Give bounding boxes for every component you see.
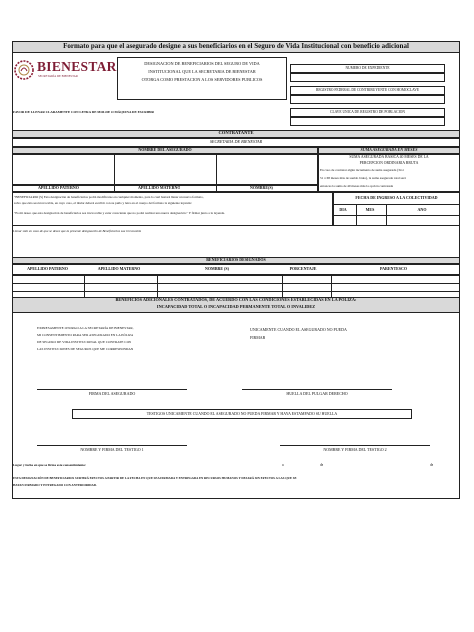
irrevocable-note: Llenar sólo en caso de que se desee que la presente designación de Beneficiarios sea irrevocable	[13, 229, 142, 233]
benef-note-line-1: "BENEFICIARIO (S) Esta designación de beneficiarios podrá modificarse en cualquier momento, para lo cual bastará llenar un nuevo formato,	[14, 195, 204, 199]
fecha-dia: DÍA	[339, 208, 347, 212]
suma-line-2: PERCEPCIÓN ORDINARIA BRUTA	[359, 161, 419, 165]
testigo2-line[interactable]	[280, 445, 430, 446]
legal-line-1: ESTA DESIGNACIÓN DE BENEFICIARIOS SURTIRÁ EFECTOS A PARTIR DE LA FECHA EN QUE SEA FIRMADA Y ENTREGADA EN RECURSOS HUMANOS Y DEJARÁ SIN EFECTOS A LAS QUE SE	[13, 476, 297, 480]
lugar-de-2: de	[430, 463, 434, 467]
consent-line-2: MI CONSENTIMIENTO PARA SER ASEGURADO EN LA PÓLIZA	[37, 333, 134, 337]
table-row[interactable]	[13, 276, 460, 284]
fecha-divider	[333, 204, 460, 205]
firma-asegurado-label: FIRMA DEL ASEGURADO	[88, 392, 136, 396]
table-row[interactable]	[13, 284, 460, 292]
curp-field[interactable]	[290, 117, 445, 126]
benef-col-parentesco: PARENTESCO	[379, 267, 408, 271]
lugar-de-1: de	[320, 463, 324, 467]
contratante-heading: CONTRATANTE	[218, 131, 254, 135]
rfc-label: REGISTRO FEDERAL DE CONTRIBUYENTE CON HOMOCLAVE	[315, 88, 420, 92]
benef-col-nombre: NOMBRE (S)	[205, 267, 229, 271]
benef-col-materno: APELLIDO MATERNO	[97, 267, 141, 271]
logo	[13, 57, 117, 83]
suma-label: SUMA ASEGURADA EN MESES	[360, 148, 418, 152]
page-title: Formato para que el asegurado designe a sus beneficiarios en el Seguro de Vida Institucional con beneficio adicional	[63, 42, 409, 50]
huella-line[interactable]	[242, 389, 392, 390]
huella-label: HUELLA DEL PULGAR DERECHO	[286, 392, 348, 396]
huella-note-line-2: FIRMAR	[250, 336, 266, 340]
consent-line-3: DE SEGURO DE VIDA INSTITUCIONAL QUE CONTRATE CON	[37, 340, 132, 344]
expediente-label: NÚMERO DE EXPEDIENTE	[345, 66, 390, 70]
fecha-ingreso-label: FECHA DE INGRESO A LA COLECTIVIDAD	[355, 196, 438, 200]
logo-text: BIENESTAR	[37, 59, 117, 74]
designation-line-3: OTORGA COMO PRESTACIÓN A LOS SERVIDORES PÚBLICOS	[141, 78, 263, 82]
lugar-a: a	[282, 463, 284, 467]
benef-note-line-3: "Es mi deseo que esta designación de beneficiarios sea irrevocable y estar consciente que no podré realizar una nueva designación." Y firmar junto a la leyenda.	[14, 211, 225, 215]
consent-line-4: LAS INSTITUCIONES DE SEGUROS QUE ME CORRESPONDAN	[37, 347, 134, 351]
testigo2-label: NOMBRE Y FIRMA DEL TESTIGO 2	[323, 448, 387, 452]
logo-subtext: SECRETARÍA DE BIENESTAR	[38, 74, 78, 78]
asegurado-name-field[interactable]	[12, 154, 318, 185]
firma-asegurado-line[interactable]	[37, 389, 187, 390]
rfc-field[interactable]	[290, 95, 445, 104]
col-apellido-paterno: APELLIDO PATERNO	[38, 186, 79, 190]
lugar-fecha-label: Lugar y fecha en que se firma este consentimiento:	[13, 463, 87, 467]
fill-instruction: FAVOR DE LLENAR CLARAMENTE CON LETRA DE MOLDE O MÁQUINA DE ESCRIBIR	[13, 110, 155, 114]
adicionales-line-1: BENEFICIOS ADICIONALES CONTRATADOS, DE ACUERDO CON LAS CONDICIONES ESTABLECIDAS EN LA PÓLIZA:	[115, 298, 357, 302]
suma-line-3: En caso de contratar algún incremento de suma asegurada (34 ó	[320, 168, 405, 172]
benef-note-line-2: salvo que ésta sea irrevocable, en cuyo caso, el titular deberá escribir con su puño y letra en el cuerpo del formato la siguiente leyenda:	[14, 201, 192, 205]
contratante-value: SECRETARÍA DE BIENESTAR	[209, 140, 263, 144]
expediente-field[interactable]	[290, 73, 445, 82]
benef-col-porcentaje: PORCENTAJE	[289, 267, 317, 271]
fecha-anio: AÑO	[417, 208, 427, 212]
legal-line-2: HAYAN FIRMADO Y ENTREGADO CON ANTERIORIDAD.	[13, 483, 97, 487]
huella-note-line-1: ÚNICAMENTE CUANDO EL ASEGURADO NO PUEDA	[250, 328, 347, 332]
suma-line-4: 51 ó 68 meses más de sueldo bruto), la suma asegurada total será	[320, 176, 406, 180]
suma-line-1: SUMA ASEGURADA BÁSICA 40 MESES DE LA	[349, 155, 429, 159]
curp-label: CLAVE ÚNICA DE REGISTRO DE POBLACIÓN	[330, 110, 405, 114]
consent-line-1: EXPRESAMENTE OTORGO A LA SECRETARÍA DE BIENESTAR,	[37, 326, 134, 330]
benef-col-paterno: APELLIDO PATERNO	[27, 267, 68, 271]
col-apellido-materno: APELLIDO MATERNO	[138, 186, 181, 190]
testigo1-label: NOMBRE Y FIRMA DEL TESTIGO 1	[80, 448, 144, 452]
fecha-field[interactable]	[333, 215, 460, 226]
crest-icon	[13, 58, 35, 82]
asegurado-label: NOMBRE DEL ASEGURADO	[138, 148, 192, 152]
fecha-mes: MES	[365, 208, 375, 212]
col-nombres: NOMBRE(S)	[250, 186, 273, 190]
testigos-note: TESTIGOS ÚNICAMENTE CUANDO EL ASEGURADO NO PUEDA FIRMAR Y HAYA ESTAMPADO SU HUELLA	[146, 412, 338, 416]
designation-line-2: INSTITUCIONAL QUE LA SECRETARÍA DE BIENESTAR	[148, 70, 256, 74]
adicionales-line-2: INCAPACIDAD TOTAL O INCAPACIDAD PERMANENTE TOTAL O INVALIDEZ	[156, 305, 316, 309]
suma-line-5: entonces la suma de 40 meses más la opción contratada	[320, 184, 394, 188]
testigo1-line[interactable]	[37, 445, 187, 446]
designation-line-1: DESIGNACIÓN DE BENEFICIARIOS DEL SEGURO DE VIDA	[144, 62, 260, 66]
beneficiarios-heading: BENEFICIARIOS DESIGNADOS	[206, 258, 266, 262]
